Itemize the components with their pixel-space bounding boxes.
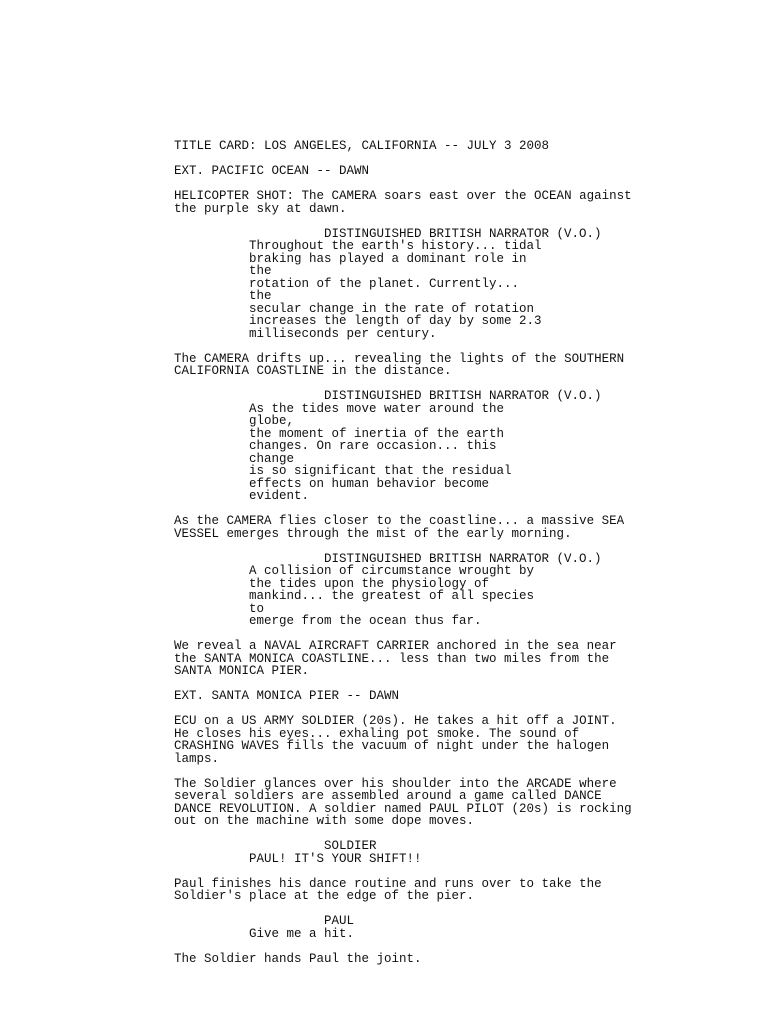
action-paul-finishes: Paul finishes his dance routine and runs over to take the Soldier's place at the edge of the pier.: [174, 876, 602, 903]
title-card: TITLE CARD: LOS ANGELES, CALIFORNIA -- JULY 3 2008: [174, 139, 550, 153]
action-camera-drifts: The CAMERA drifts up... revealing the lights of the SOUTHERN CALIFORNIA COASTLINE in the distance.: [174, 351, 625, 378]
action-aircraft-carrier: We reveal a NAVAL AIRCRAFT CARRIER anchored in the sea near the SANTA MONICA COASTLINE... less than two miles from the SANTA MONICA PIER.: [174, 639, 617, 678]
action-arcade: The Soldier glances over his shoulder into the ARCADE where several soldiers are assembled around a game called DANCE DANCE REVOLUTION. A soldier named PAUL PILOT (20s) is rocking out on the machine with some dope moves.: [174, 776, 632, 828]
character-narrator-2: DISTINGUISHED BRITISH NARRATOR (V.O.): [324, 389, 602, 403]
dialogue-narrator-2: As the tides move water around the globe, the moment of inertia of the earth changes. On rare occasion... this change is so significant that the residual effects on human behavior become evident.: [249, 401, 512, 503]
scene-heading-pacific-ocean: EXT. PACIFIC OCEAN -- DAWN: [174, 164, 370, 178]
action-ecu-soldier: ECU on a US ARMY SOLDIER (20s). He takes a hit off a JOINT. He closes his eyes... exhaling pot smoke. The sound of CRASHING WAVES fills the vacuum of night under the halogen lamps.: [174, 714, 617, 766]
character-narrator-3: DISTINGUISHED BRITISH NARRATOR (V.O.): [324, 551, 602, 566]
character-narrator-1: DISTINGUISHED BRITISH NARRATOR (V.O.): [324, 226, 602, 241]
character-soldier: SOLDIER: [324, 839, 377, 853]
screenplay-page: [174, 140, 654, 965]
action-hands-joint: The Soldier hands Paul the joint.: [174, 951, 422, 966]
dialogue-paul: Give me a hit.: [249, 926, 355, 941]
action-helicopter-shot: HELICOPTER SHOT: The CAMERA soars east over the OCEAN against the purple sky at dawn.: [174, 189, 632, 216]
dialogue-narrator-1: Throughout the earth's history... tidal braking has played a dominant role in the rotation of the planet. Currently... the secular change in the rate of rotation increases the length of day by some 2.3 milliseconds per century.: [249, 239, 542, 341]
action-camera-flies: As the CAMERA flies closer to the coastline... a massive SEA VESSEL emerges through the mist of the early morning.: [174, 514, 625, 541]
dialogue-narrator-3: A collision of circumstance wrought by the tides upon the physiology of mankind... the greatest of all species to emerge from the ocean thus far.: [249, 564, 535, 628]
dialogue-soldier: PAUL! IT'S YOUR SHIFT!!: [249, 851, 422, 866]
scene-heading-santa-monica-pier: EXT. SANTA MONICA PIER -- DAWN: [174, 689, 400, 703]
character-paul: PAUL: [324, 914, 355, 928]
